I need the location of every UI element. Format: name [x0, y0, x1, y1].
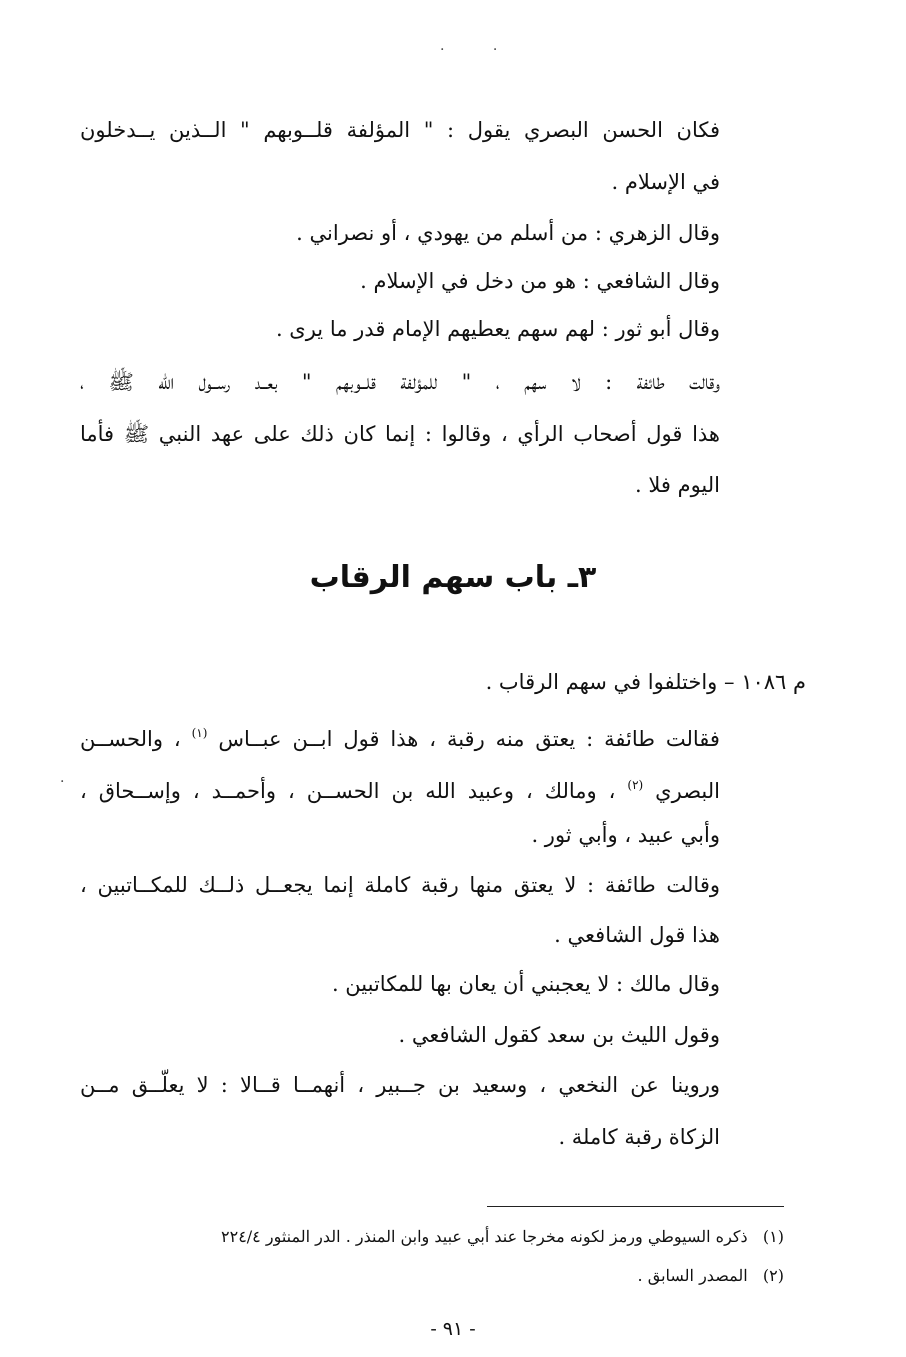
text-line: وقول الليث بن سعد كقول الشافعي .: [398, 1023, 720, 1047]
text-line: فكان الحسن البصري يقول : " المؤلفة قلــوبهم " الــذين يــدخلون: [80, 118, 720, 142]
masala-line: [486, 667, 806, 697]
text-line: الزكاة رقبة كاملة .: [558, 1125, 720, 1149]
text-line: وروينا عن النخعي ، وسعيد بن جــبير ، أنهمــا قــالا : لا يعلّــق مــن: [80, 1073, 720, 1097]
footnote-ref: (٢): [627, 778, 644, 792]
text-line: وقالت طائفة : لا يعتق منها رقبة كاملة إنما يجعــل ذلــك للمكــاتبين ،: [80, 873, 720, 897]
footnote-number: (١): [762, 1227, 784, 1246]
text-line: هذا قول أصحاب الرأي ، وقالوا : إنما كان ذلك على عهد النبي ﷺ فأما: [80, 422, 720, 446]
text-line: وقال مالك : لا يعجبني أن يعان بها للمكاتبين .: [331, 972, 720, 996]
text-segment: فقالت طائفة : يعتق منه رقبة ، هذا قول ابــن عبــاس: [218, 727, 720, 751]
text-line: وأبي عبيد ، وأبي ثور .: [531, 823, 720, 847]
footnote-ref: (١): [191, 726, 208, 740]
footnote: [638, 1265, 784, 1287]
footnote: [221, 1226, 784, 1248]
text-segment: ، ومالك ، وعبيد الله بن الحســن ، وأحمــد ، وإســحاق ،: [80, 779, 616, 803]
text-line: وقال أبو ثور : لهم سهم يعطيهم الإمام قدر ما يرى .: [275, 317, 720, 341]
footnote-separator: [487, 1206, 784, 1207]
text-segment: ، والحســن: [80, 727, 181, 751]
text-line: اليوم فلا .: [634, 473, 720, 497]
text-segment: البصري: [655, 779, 720, 803]
margin-mark: ·: [60, 774, 65, 790]
footnote-text: ذكره السيوطي ورمز لكونه مخرجا عند أبي عبيد وابن المنذر . الدر المنثور ٢٢٤/٤: [221, 1227, 748, 1246]
text-line: هذا قول الشافعي .: [554, 923, 720, 947]
footnote-number: (٢): [762, 1266, 784, 1285]
text-line: وقالت طائفة : لا سهم ، " للمؤلفة قلــوبهم " بعــد رســول الله ﷺ ،: [80, 370, 720, 394]
masala-text: واختلفوا في سهم الرقاب .: [485, 670, 718, 694]
text-line: وقال الشافعي : هو من دخل في الإسلام .: [360, 269, 720, 293]
page-number: - ٩١ -: [430, 1318, 476, 1340]
text-line: [80, 770, 720, 806]
top-mark: . .: [440, 38, 520, 54]
text-line: وقال الزهري : من أسلم من يهودي ، أو نصراني .: [296, 221, 720, 245]
footnote-text: المصدر السابق .: [637, 1266, 748, 1285]
text-line: [80, 718, 720, 754]
section-heading: ٣ـ باب سهم الرقاب: [309, 560, 597, 595]
masala-number: م ١٠٨٦ –: [724, 670, 806, 694]
text-line: في الإسلام .: [611, 170, 720, 194]
